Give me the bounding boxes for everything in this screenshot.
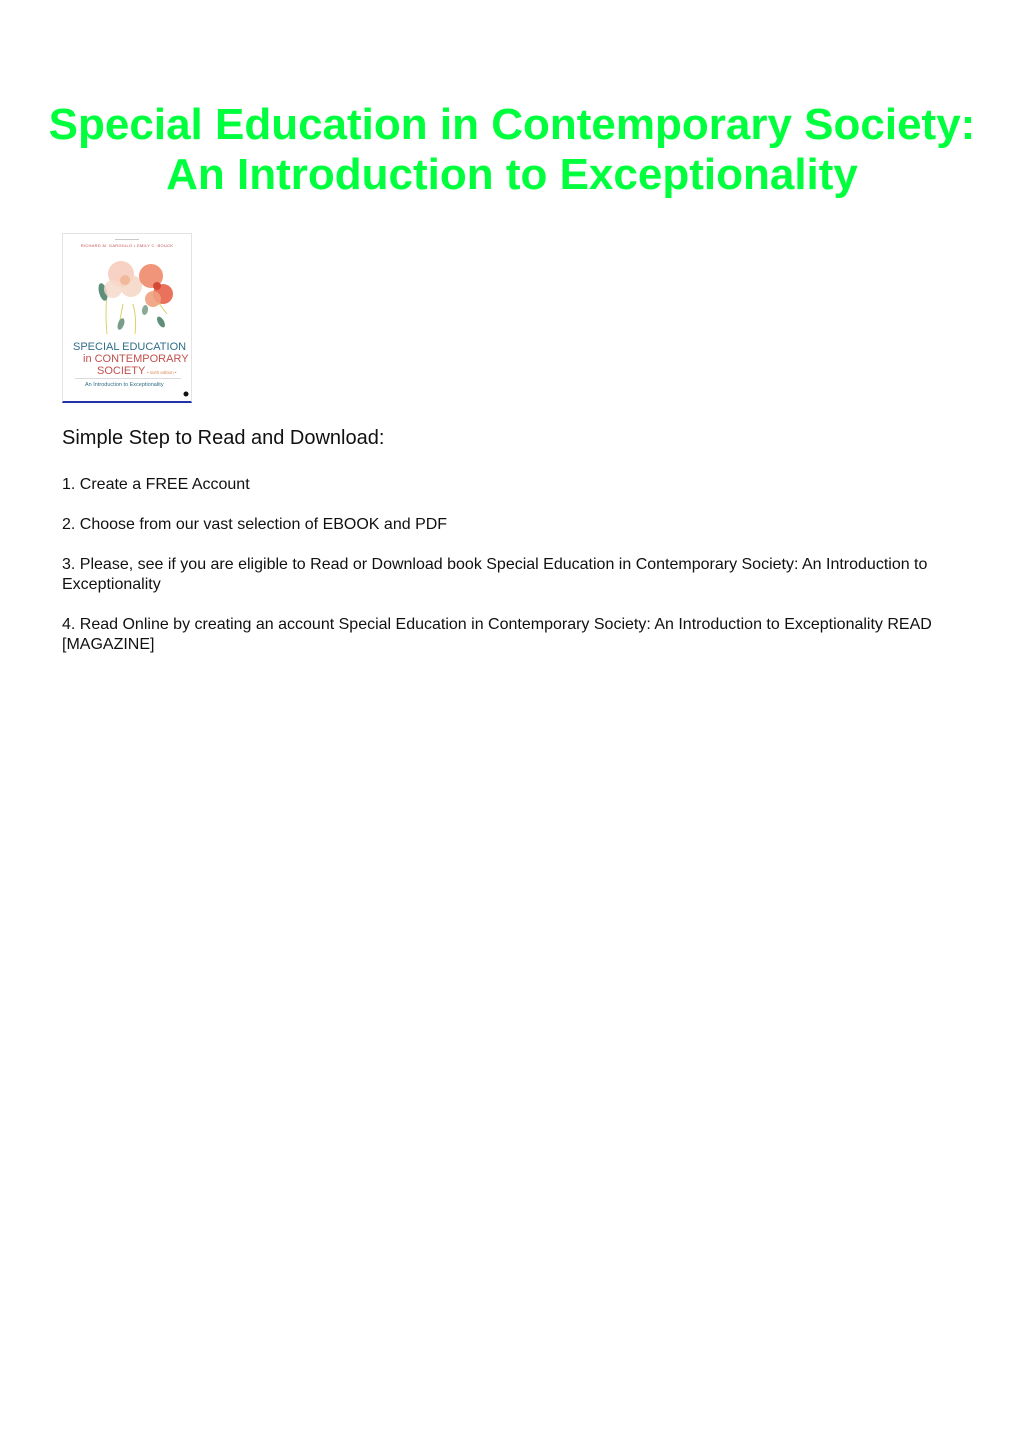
cover-authors: RICHARD M. GARGIULO • EMILY C. BOUCK xyxy=(80,243,174,248)
cover-title-line-2: in CONTEMPORARY xyxy=(83,353,189,365)
list-item: 3. Please, see if you are eligible to Read or Download book Special Education in Contemporary Society: An Introduction to Exceptionality xyxy=(62,556,928,593)
list-item: 1. Create a FREE Account xyxy=(62,476,250,493)
title-line-1: Special Education in Contemporary Society: xyxy=(48,100,976,149)
steps-heading: Simple Step to Read and Download: xyxy=(62,427,385,449)
list-item: 4. Read Online by creating an account Special Education in Contemporary Society: An Introduction to Exceptionality READ [MAGAZINE] xyxy=(62,616,932,653)
list-item: 2. Choose from our vast selection of EBOOK and PDF xyxy=(62,516,448,533)
cover-subtitle: An Introduction to Exceptionality xyxy=(85,382,164,388)
document-title xyxy=(0,100,1024,200)
publisher-logo-icon xyxy=(184,392,189,397)
title-line-2: An Introduction to Exceptionality xyxy=(166,150,858,199)
steps-list xyxy=(62,475,962,675)
book-cover-image xyxy=(62,233,192,403)
cover-title-line-3: SOCIETY xyxy=(97,365,146,377)
cover-title-line-1: SPECIAL EDUCATION xyxy=(73,341,187,353)
cover-edition: • sixth edition • xyxy=(147,370,177,375)
